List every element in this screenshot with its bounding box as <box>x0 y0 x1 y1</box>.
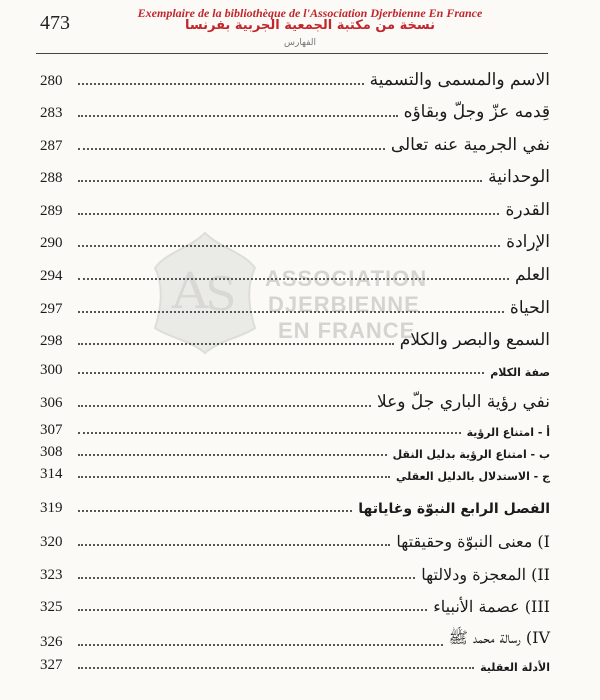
dot-leader <box>78 244 500 247</box>
toc-entry-title: نفي الجرمية عنه تعالى <box>390 135 550 155</box>
toc-entry-title: الوحدانية <box>488 167 550 187</box>
dot-leader <box>78 509 352 512</box>
toc-entry <box>40 200 550 220</box>
toc-entry-title: أ - امتناع الرؤية <box>466 426 550 439</box>
dot-leader <box>78 179 482 182</box>
toc-page-number: 308 <box>40 444 63 460</box>
toc-page-number: 297 <box>40 301 63 317</box>
toc-page-number: 319 <box>40 500 63 516</box>
toc-page-number: 307 <box>40 422 63 438</box>
dot-leader <box>78 643 443 646</box>
toc-page-number: 327 <box>40 657 63 673</box>
toc-page-number: 288 <box>40 170 63 186</box>
toc-entry-title: III) عصمة الأنبياء <box>433 597 550 616</box>
dot-leader <box>78 404 371 407</box>
toc-entry-title: الأدلة العقلية <box>480 661 550 674</box>
toc-page-number: 298 <box>40 333 63 349</box>
toc-entry-title: القدرة <box>505 200 550 220</box>
library-stamp-latin: Exemplaire de la bibliothèque de l'Association Djerbienne En France <box>137 6 483 20</box>
toc-entry <box>40 232 550 252</box>
toc-entry <box>40 532 550 551</box>
toc-entry <box>40 298 550 318</box>
toc-entry-title: نفي رؤية الباري جلّ وعلا <box>377 392 550 412</box>
toc-entry-title: قِدمه عزّ وجلّ وبقاؤه <box>403 102 550 122</box>
toc-entry-title: الإرادة <box>506 232 550 252</box>
dot-leader <box>78 82 364 85</box>
toc-entry-title: IV) رسالة محمد ﷺ <box>448 628 550 647</box>
toc-entry <box>40 167 550 187</box>
toc-entry <box>40 657 550 674</box>
header-rule <box>36 53 548 54</box>
watermark-line-2: DJERBIENNE <box>268 292 420 317</box>
toc-entry <box>40 422 550 439</box>
toc-entry <box>40 330 550 350</box>
dot-leader <box>78 543 390 546</box>
dot-leader <box>78 212 499 215</box>
toc-page-number: 325 <box>40 599 63 615</box>
dot-leader <box>78 114 398 117</box>
toc-page-number: 326 <box>40 634 63 650</box>
dot-leader <box>78 475 390 478</box>
dot-leader <box>78 431 461 434</box>
dot-leader <box>78 277 509 280</box>
toc-entry-title: صفة الكلام <box>490 366 550 379</box>
page-number: 473 <box>40 12 70 34</box>
dot-leader <box>78 310 504 313</box>
dot-leader <box>78 576 415 579</box>
toc-page-number: 306 <box>40 395 63 411</box>
toc-entry <box>40 102 550 122</box>
toc-page-number: 320 <box>40 534 63 550</box>
toc-entry-title: الحياة <box>509 298 550 318</box>
dot-leader <box>78 666 474 669</box>
toc-entry-title: العلم <box>514 265 550 285</box>
toc-entry-title: I) معنى النبوّة وحقيقتها <box>396 532 550 551</box>
watermark-line-3: EN FRANCE <box>278 318 416 343</box>
toc-entry <box>40 70 550 90</box>
toc-entry-title: الاسم والمسمى والتسمية <box>369 70 550 90</box>
toc-page-number: 314 <box>40 466 63 482</box>
toc-page-number: 300 <box>40 362 63 378</box>
toc-entry-title: الفصل الرابع النبوّة وغاياتها <box>358 501 550 517</box>
svg-text:S: S <box>205 267 237 321</box>
toc-entry-title: ج - الاستدلال بالدليل العقلي <box>396 470 550 483</box>
toc-page-number: 280 <box>40 73 63 89</box>
dot-leader <box>78 608 427 611</box>
toc-page-number: 287 <box>40 138 63 154</box>
dot-leader <box>78 147 385 150</box>
toc-page-number: 289 <box>40 203 63 219</box>
dot-leader <box>78 342 394 345</box>
dot-leader <box>78 371 484 374</box>
dot-leader <box>78 453 387 456</box>
toc-entry <box>40 444 550 461</box>
toc-entry <box>40 362 550 379</box>
toc-entry-title: ب - امتناع الرؤية بدليل النقل <box>392 448 550 461</box>
library-stamp-arabic: نسخة من مكتبة الجمعية الجربية بفرنسا <box>185 18 435 33</box>
toc-entry <box>40 265 550 285</box>
toc-page-number: 323 <box>40 567 63 583</box>
toc-entry <box>40 466 550 483</box>
watermark-line-1: ASSOCIATION <box>265 266 428 291</box>
toc-entry <box>40 565 550 584</box>
toc-page-number: 294 <box>40 268 63 284</box>
toc-entry <box>40 135 550 155</box>
toc-entry <box>40 597 550 616</box>
running-head: الفهارس <box>283 38 317 48</box>
toc-entry <box>40 392 550 412</box>
svg-text:A: A <box>172 262 209 320</box>
toc-entry-title: II) المعجزة ودلالتها <box>421 565 550 584</box>
toc-entry <box>40 500 550 517</box>
toc-entry-title: السمع والبصر والكلام <box>399 330 550 350</box>
toc-page-number: 283 <box>40 105 63 121</box>
toc-entry <box>40 628 550 651</box>
toc-page-number: 290 <box>40 235 63 251</box>
